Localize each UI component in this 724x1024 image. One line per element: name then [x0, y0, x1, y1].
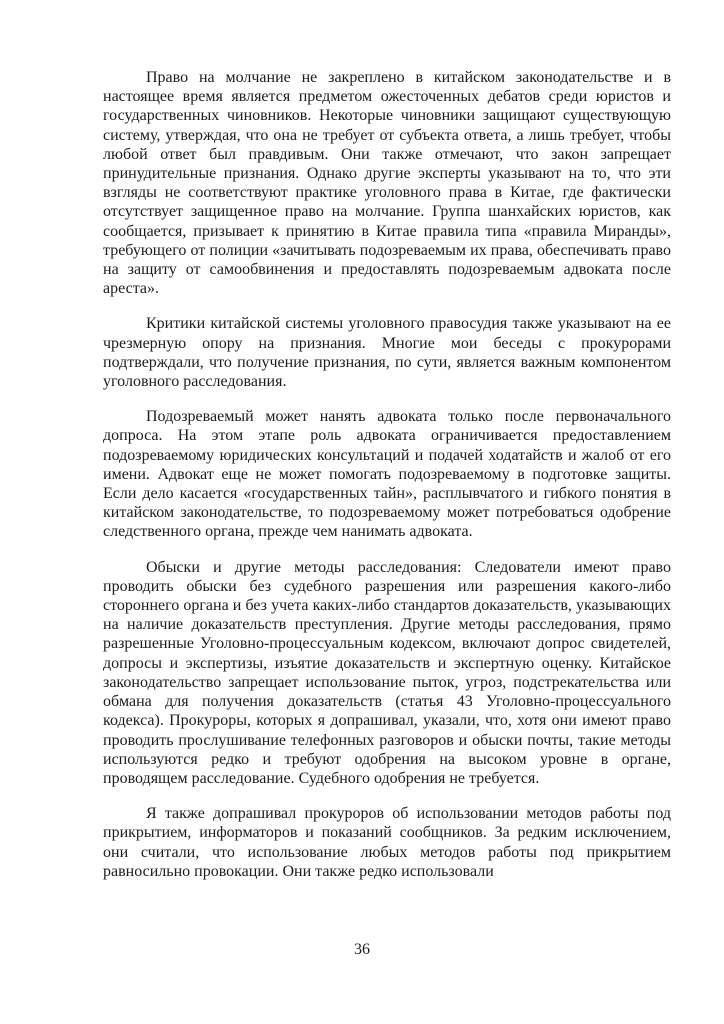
paragraph-searches-and-methods: Обыски и другие методы расследования: Следователи имеют право проводить обыски без судебного разрешения или разрешения какого-либо стороннего органа и без учета каких-либо стандартов доказательств, указывающих на наличие доказательств преступления. Другие методы расследования, прямо разрешенные Уголовно-процессуальным кодексом, включают допрос свидетелей, допросы и экспертизы, изъятие доказательств и экспертную оценку. Китайское законодательство запрещает использование пыток, угроз, подстрекательства или обмана для получения доказательств (статья 43 Уголовно-процессуального кодекса). Прокуроры, которых я допрашивал, указали, что, хотя они имеют право проводить прослушивание телефонных разговоров и обыски почты, такие методы используются редко и требуют одобрения на высоком уровне в органе, проводящем расследование. Судебного одобрения не требуется. [103, 558, 671, 787]
paragraph-access-to-lawyer: Подозреваемый может нанять адвоката только после первоначального допроса. На этом этапе роль адвоката ограничивается предоставлением подозреваемому юридических консультаций и подачей ходатайств и жалоб от его имени. Адвокат еще не может помогать подозреваемому в подготовке защиты. Если дело касается «государственных тайн», расплывчатого и гибкого понятия в китайском законодательстве, то подозреваемому может потребоваться одобрение следственного органа, прежде чем нанимать адвоката. [103, 408, 671, 541]
paragraph-right-to-silence: Право на молчание не закреплено в китайском законодательстве и в настоящее время является предметом ожесточенных дебатов среди юристов и государственных чиновников. Некоторые чиновники защищают существующую систему, утверждая, что она не требует от субъекта ответа, а лишь требует, чтобы любой ответ был правдивым. Они также отмечают, что закон запрещает принудительные признания. Однако другие эксперты указывают на то, что эти взгляды не соответствуют практике уголовного права в Китае, где фактически отсутствует защищенное право на молчание. Группа шанхайских юристов, как сообщается, призывает к принятию в Китае правила типа «правила Миранды», требующего от полиции «зачитывать подозреваемым их права, обеспечивать право на защиту от самообвинения и предоставлять подозреваемым адвоката после ареста». [103, 69, 671, 298]
paragraph-reliance-on-confessions: Критики китайской системы уголовного правосудия также указывают на ее чрезмерную опору на признания. Многие мои беседы с прокурорами подтверждали, что получение признания, по сути, является важным компонентом уголовного расследования. [103, 315, 671, 391]
page-number: 36 [354, 941, 370, 958]
paragraph-undercover-methods: Я также допрашивал прокуроров об использовании методов работы под прикрытием, информаторов и показаний сообщников. За редким исключением, они считали, что использование любых методов работы под прикрытием равносильно провокации. Они также редко использовали [103, 805, 671, 880]
